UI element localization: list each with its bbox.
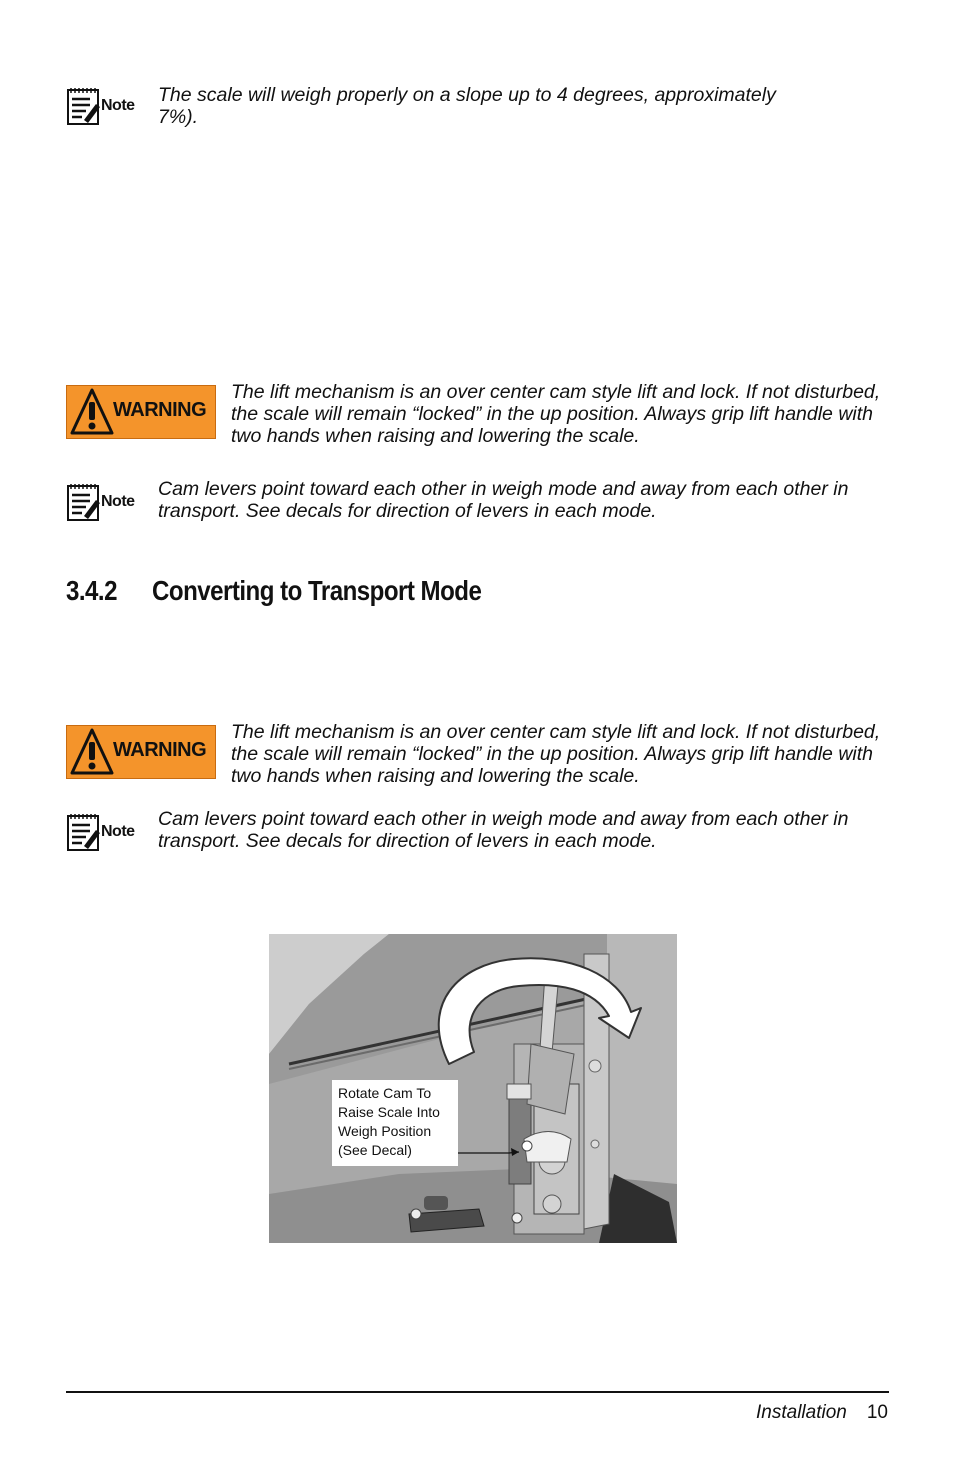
warning-text: The lift mechanism is an over center cam style lift and lock. If not disturbed, the scale will remain “locked” in the up position. Always grip lift handle with two hands when raising and lowering the scale. (231, 381, 881, 447)
cam-lift-figure (269, 934, 677, 1243)
note-text: Cam levers point toward each other in weigh mode and away from each other in transport. See decals for direction of levers in each mode. (158, 808, 849, 852)
note-icon (66, 812, 142, 852)
footer-rule (66, 1391, 889, 1393)
section-heading (66, 575, 481, 607)
section-number: 3.4.2 (66, 575, 117, 606)
warning-text: The lift mechanism is an over center cam style lift and lock. If not disturbed, the scale will remain “locked” in the up position. Always grip lift handle with two hands when raising and lowering the scale. (231, 721, 881, 787)
note-label: Note (101, 97, 135, 114)
note-label: Note (101, 823, 135, 840)
warning-label: WARNING (113, 399, 207, 421)
page-number: 10 (866, 1402, 888, 1423)
figure-callout (332, 1080, 458, 1166)
note-label: Note (101, 493, 135, 510)
note-icon (66, 482, 142, 522)
page-footer (756, 1402, 888, 1424)
callout-line: Weigh Position (338, 1123, 432, 1139)
callout-line: Raise Scale Into (338, 1104, 440, 1120)
note-icon (66, 86, 142, 126)
warning-icon (66, 725, 216, 779)
note-text: Cam levers point toward each other in weigh mode and away from each other in transport. See decals for direction of levers in each mode. (158, 478, 849, 522)
note-text: The scale will weigh properly on a slope up to 4 degrees, approximately 7%). (158, 84, 776, 128)
section-title: Converting to Transport Mode (152, 575, 482, 606)
footer-section-name: Installation (756, 1402, 847, 1423)
warning-label: WARNING (113, 739, 207, 761)
callout-line: (See Decal) (338, 1142, 412, 1158)
warning-icon (66, 385, 216, 439)
callout-line: Rotate Cam To (338, 1085, 432, 1101)
